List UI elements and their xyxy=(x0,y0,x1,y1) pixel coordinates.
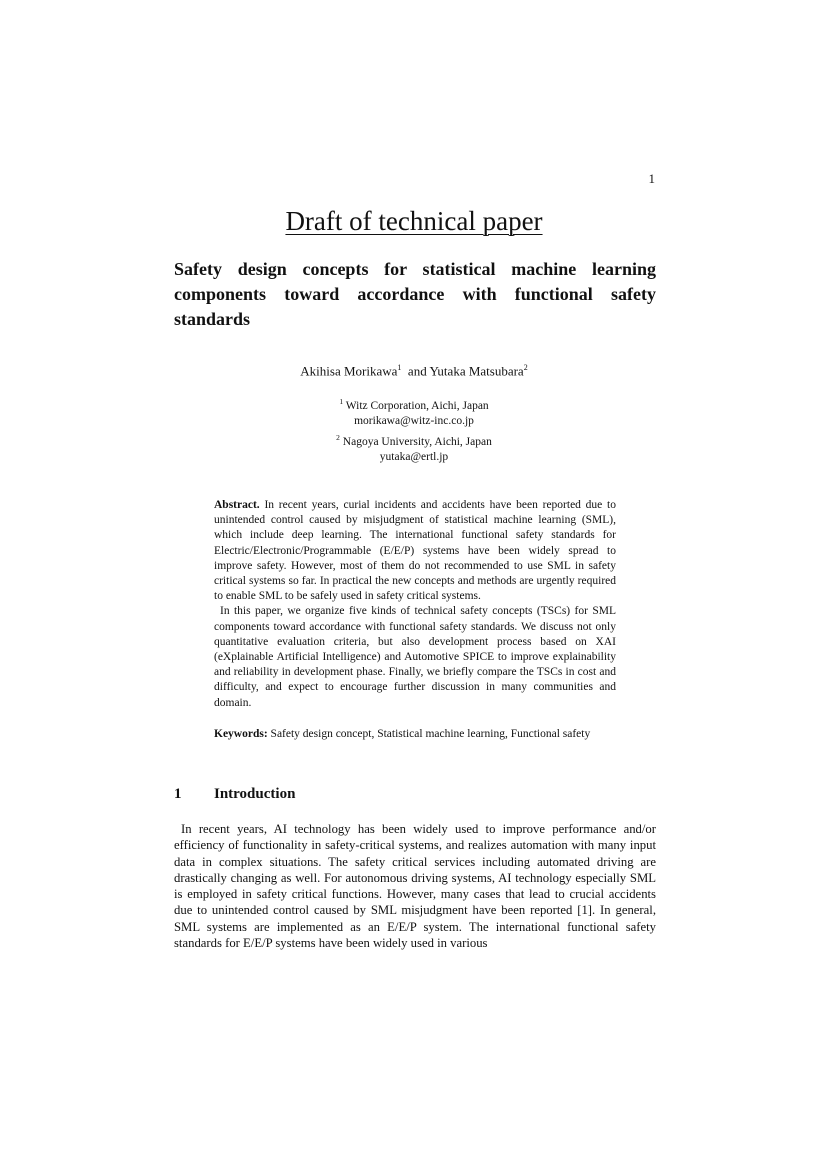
section-body-paragraph: In recent years, AI technology has been widely used to improve performance and/or efficiency of functionality in safety-critical systems, and realizes automation with many input data in complex situations. The safety critical services including automated driving are drastically changing as well. For autonomous driving systems, AI technology especially SML is employed in safety critical functions. However, many cases that lead to crucial accidents due to unintended control caused by SML misjudgment have been reported [1]. In general, SML systems are implemented as an E/E/P system. The international functional safety standards for E/E/P systems have been widely used in various xyxy=(174,822,656,951)
abstract-text: In recent years, curial incidents and accidents have been reported due to unintended control caused by misjudgment of statistical machine learning (SML), which include deep learning. The international functional safety standards for Electric/Electronic/Programmable (E/E/P) systems have been widely spread to improve safety. However, most of them do not recommended to use SML in safety critical systems so far. In practical the new concepts and methods are urgently required to enable SML to be safely used in safety critical systems. xyxy=(214,499,616,603)
affiliation-email: yutaka@ertl.jp xyxy=(379,451,449,464)
affiliation-org: Witz Corporation, Aichi, Japan xyxy=(345,399,489,412)
page-number: 1 xyxy=(648,171,655,186)
keywords xyxy=(214,727,616,742)
section-title: Introduction xyxy=(214,786,296,802)
section-number: 1 xyxy=(174,786,182,802)
affiliation-block xyxy=(0,394,828,466)
affiliation-mark: 2 xyxy=(336,432,340,442)
abstract-label: Abstract. xyxy=(214,499,260,511)
paper-title: Safety design concepts for statistical machine learning components toward accordance with functional safety standards xyxy=(174,259,656,329)
affiliation-line xyxy=(0,394,828,414)
keywords-text: Safety design concept, Statistical machine learning, Functional safety xyxy=(270,728,591,740)
author-affiliation-mark: 1 xyxy=(397,363,402,372)
author-affiliation-mark: 2 xyxy=(523,363,528,372)
affiliation-email: morikawa@witz-inc.co.jp xyxy=(354,415,474,428)
section-heading xyxy=(174,786,295,803)
author-list xyxy=(0,363,828,379)
affiliation-org: Nagoya University, Aichi, Japan xyxy=(342,435,492,448)
draft-title: Draft of technical paper xyxy=(285,206,543,236)
author-name: Yutaka Matsubara xyxy=(429,363,524,379)
author-separator: and xyxy=(407,363,427,379)
abstract-paragraph: In this paper, we organize five kinds of technical safety concepts (TSCs) for SML components toward accordance with functional safety standards. We discuss not only quantitative evaluation criteria, but also development process based on XAI (eXplainable Artificial Intelligence) and Automotive SPICE to improve explainability and reliability in development phase. Finally, we briefly compare the TSCs in cost and difficulty, and expect to encourage further discussion in many communities and domain. xyxy=(214,605,616,709)
abstract-paragraph xyxy=(214,498,616,604)
affiliation-mark: 1 xyxy=(339,397,344,406)
affiliation-line xyxy=(0,430,828,450)
author-name: Akihisa Morikawa xyxy=(300,363,398,379)
abstract xyxy=(214,498,616,711)
keywords-label: Keywords: xyxy=(214,728,268,740)
